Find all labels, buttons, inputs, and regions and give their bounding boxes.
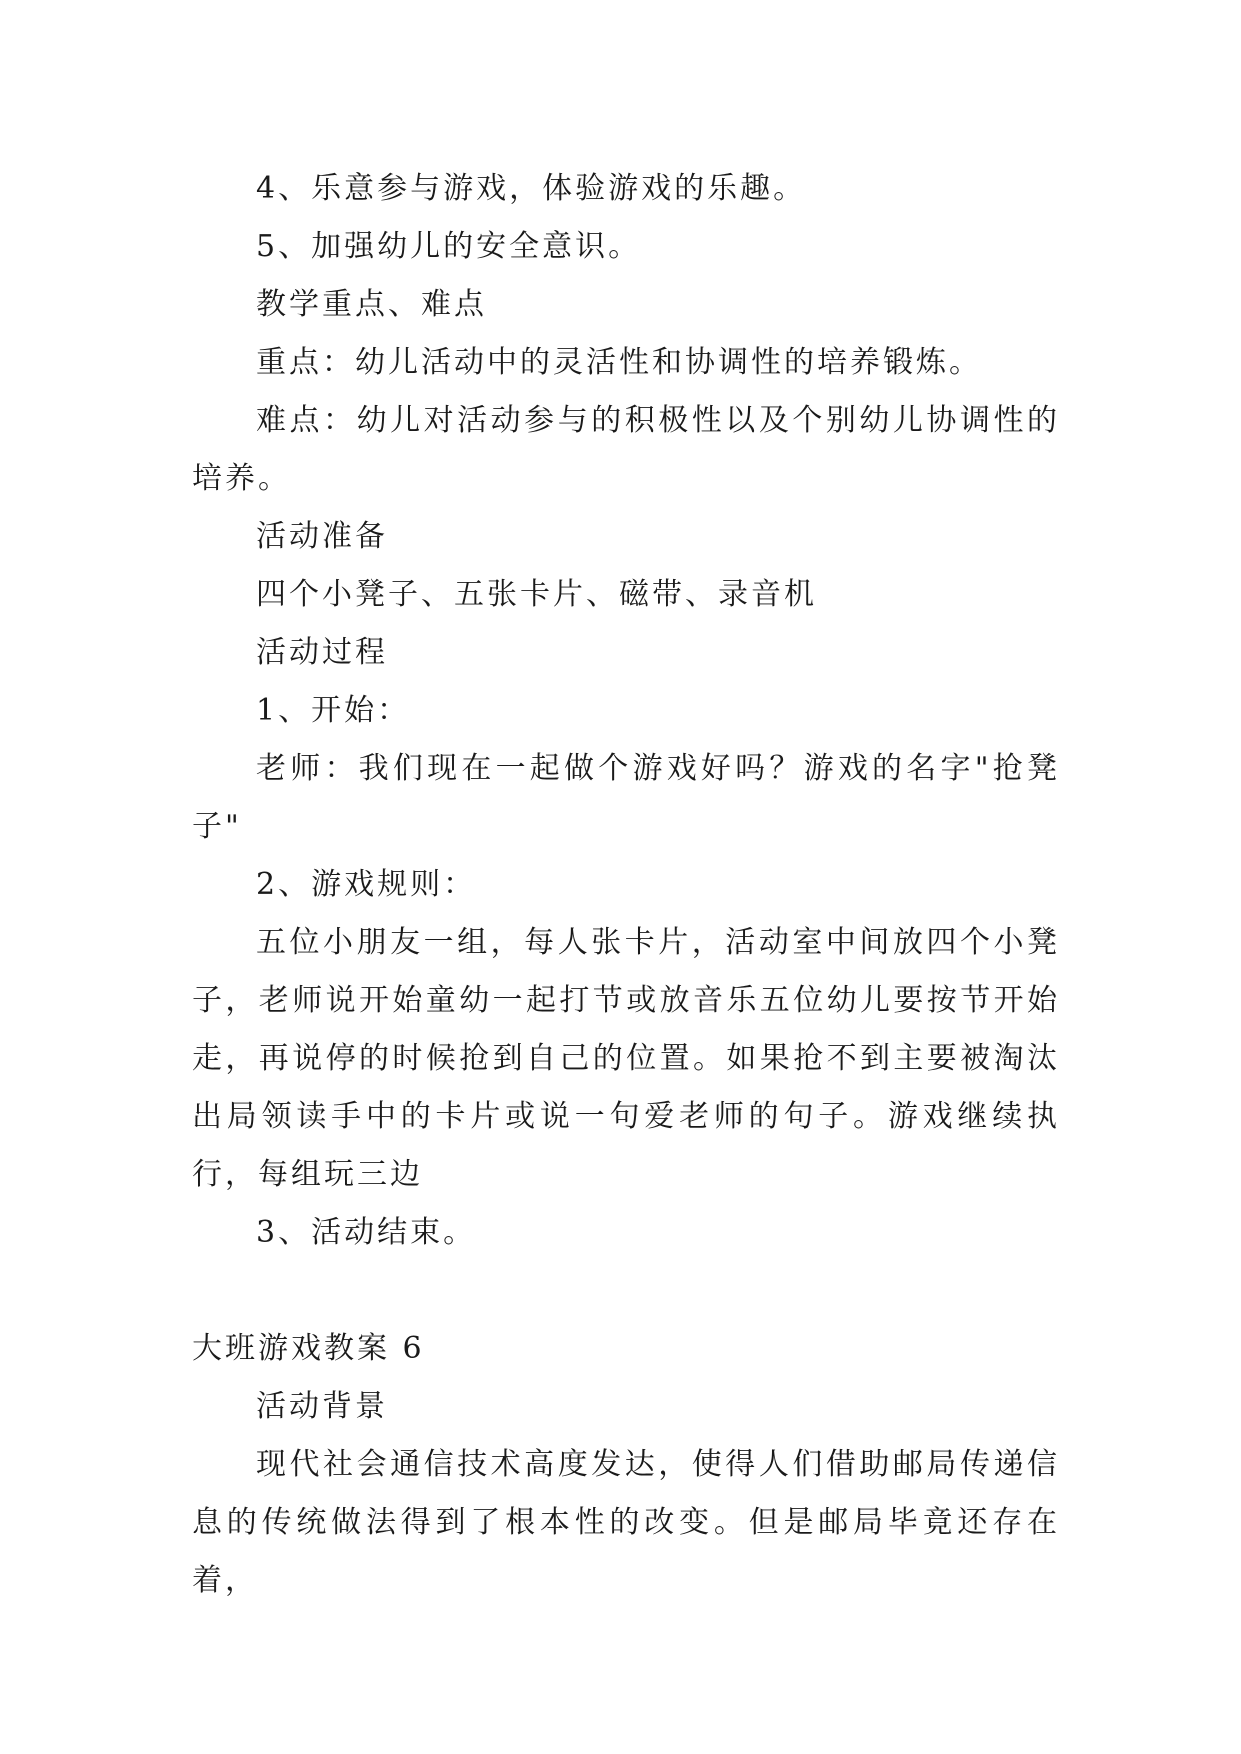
paragraph-background: 现代社会通信技术高度发达，使得人们借助邮局传递信息的传统做法得到了根本性的改变。但是邮局毕竟还存在着， [192, 1447, 1060, 1598]
heading-key-points: 教学重点、难点 [256, 287, 487, 322]
paragraph-materials: 四个小凳子、五张卡片、磁带、录音机 [256, 577, 817, 612]
heading-process: 活动过程 [256, 635, 388, 670]
document-body [192, 160, 1060, 1610]
paragraph-goal-5: 5、加强幼儿的安全意识。 [256, 229, 642, 264]
section-gap [192, 1262, 1060, 1320]
paragraph-difficulty: 难点：幼儿对活动参与的积极性以及个别幼儿协调性的培养。 [192, 403, 1060, 496]
paragraph-rules: 五位小朋友一组，每人张卡片，活动室中间放四个小凳子，老师说开始童幼一起打节或放音乐五位幼儿要按节开始走，再说停的时候抢到自己的位置。如果抢不到主要被淘汰出局领读手中的卡片或说一句爱老师的句子。游戏继续执行，每组玩三边 [192, 925, 1060, 1192]
paragraph-step-3: 3、活动结束。 [256, 1215, 477, 1250]
heading-background: 活动背景 [256, 1389, 388, 1424]
paragraph-key-point: 重点：幼儿活动中的灵活性和协调性的培养锻炼。 [256, 345, 982, 380]
paragraph-teacher-line: 老师：我们现在一起做个游戏好吗？游戏的名字"抢凳子" [192, 751, 1060, 844]
paragraph-goal-4: 4、乐意参与游戏，体验游戏的乐趣。 [256, 171, 807, 206]
paragraph-step-1: 1、开始： [256, 693, 411, 728]
paragraph-step-2: 2、游戏规则： [256, 867, 477, 902]
heading-preparation: 活动准备 [256, 519, 388, 554]
section-title: 大班游戏教案 6 [192, 1331, 425, 1366]
